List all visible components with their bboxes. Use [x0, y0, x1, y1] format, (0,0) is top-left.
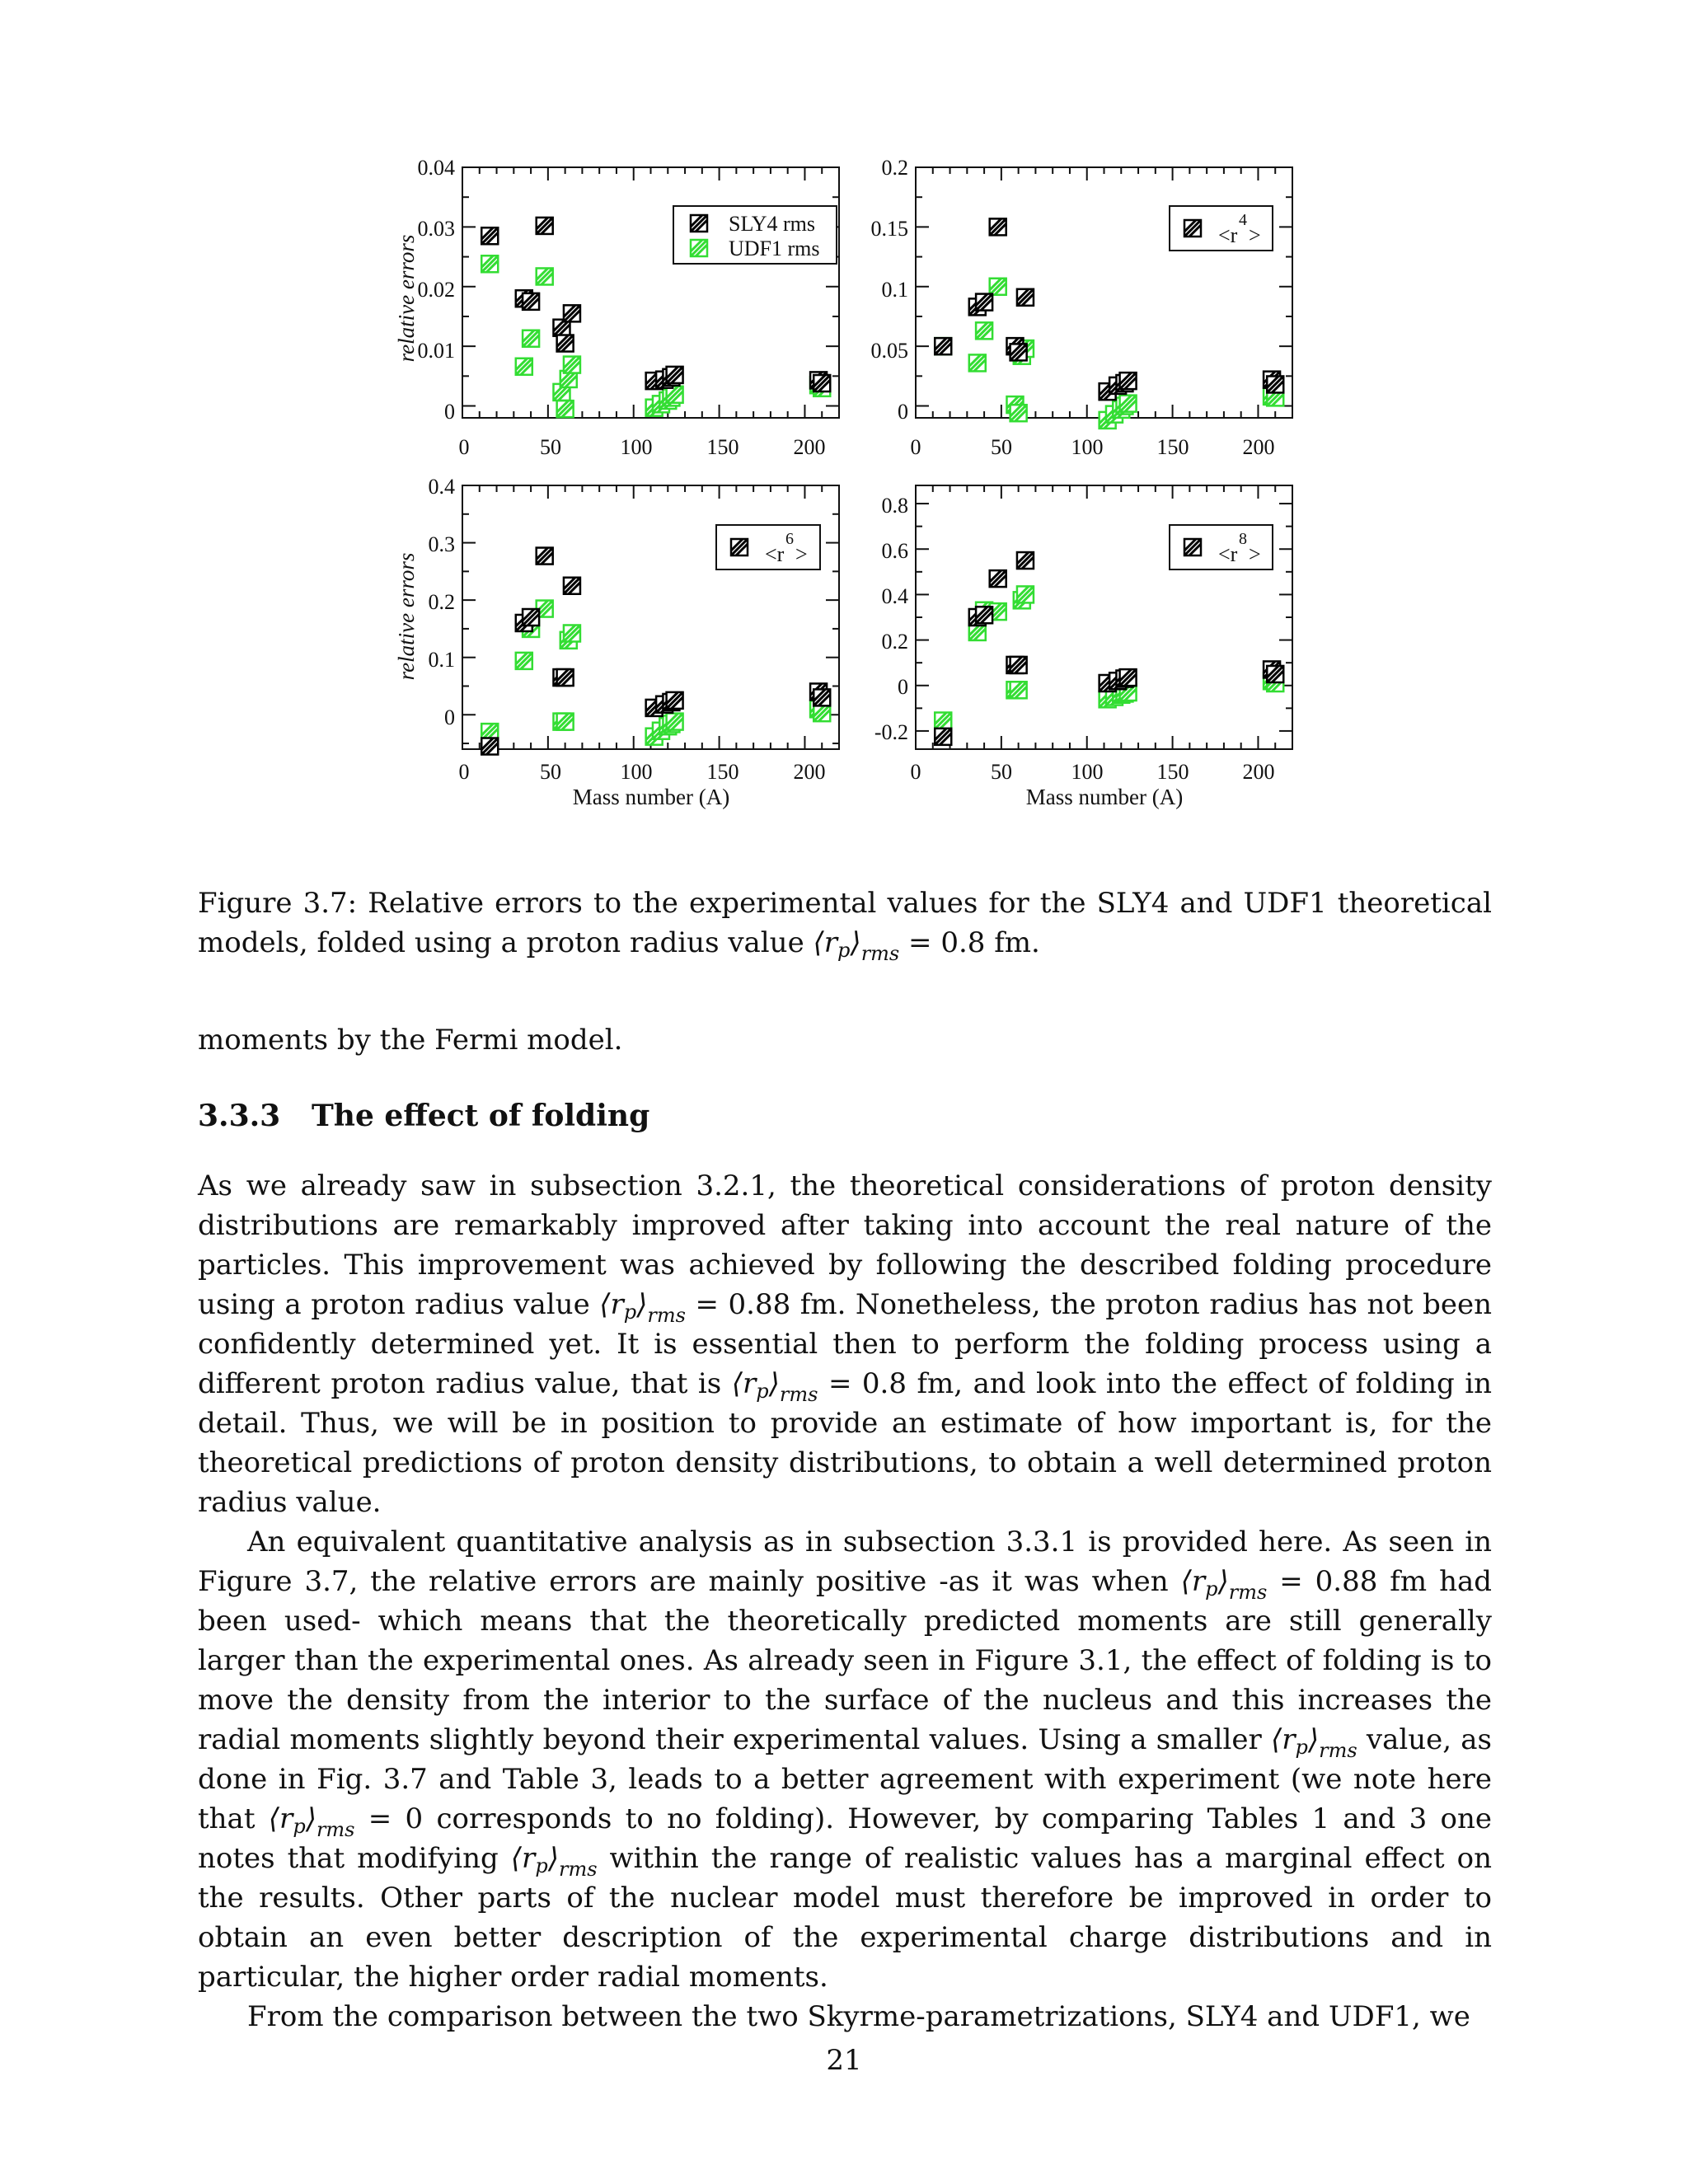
x-tick-label: 50 — [991, 760, 1012, 784]
caption-text: Relative errors to the experimental values for the SLY4 and UDF1 theoretical models, folded using a proton radius value — [198, 887, 1492, 959]
y-tick-label: 0.01 — [417, 339, 455, 363]
y-tick-label: 0.1 — [428, 648, 455, 672]
legend-label-sly4: SLY4 rms — [729, 212, 816, 236]
data-point-udf1 — [557, 714, 574, 730]
data-point-sly4 — [564, 578, 580, 594]
data-point-sly4 — [667, 692, 683, 709]
data-point-sly4 — [1120, 669, 1137, 686]
data-point-sly4 — [481, 738, 498, 755]
y-tick-label: 0.4 — [881, 584, 908, 608]
y-tick-label: 0.02 — [417, 278, 455, 302]
data-point-udf1 — [1120, 396, 1137, 412]
y-tick-label: 0.6 — [881, 539, 908, 563]
legend-close: > — [795, 542, 808, 566]
data-point-sly4 — [537, 218, 553, 234]
y-tick-label: 0.04 — [417, 156, 455, 180]
section-number: 3.3.3 — [198, 1099, 281, 1133]
data-point-sly4 — [990, 570, 1006, 587]
data-point-udf1 — [935, 713, 951, 729]
x-tick-label: 0 — [458, 760, 470, 784]
data-point-sly4 — [523, 293, 539, 310]
legend-superscript: 4 — [1239, 211, 1247, 229]
inline-math: $⟨r_p⟩_{rms}$ — [1271, 1723, 1357, 1762]
data-point-sly4 — [935, 338, 951, 354]
text-fragment: moments by the Fermi model. — [198, 1024, 623, 1057]
y-tick-label: 0 — [898, 675, 908, 699]
panel-r8 — [857, 474, 1319, 820]
legend-marker — [691, 240, 707, 256]
data-point-sly4 — [814, 375, 830, 391]
data-point-udf1 — [1017, 586, 1034, 602]
data-point-sly4 — [976, 607, 992, 623]
y-tick-label: 0.2 — [428, 590, 455, 614]
page-number: 21 — [826, 2044, 862, 2077]
x-tick-label: 150 — [706, 760, 739, 784]
caption-math — [813, 926, 900, 965]
legend — [716, 525, 820, 569]
data-point-sly4 — [990, 218, 1006, 235]
x-tick-label: 200 — [1242, 760, 1275, 784]
legend-close: > — [1249, 223, 1261, 247]
legend-close: > — [1249, 542, 1261, 566]
data-point-udf1 — [976, 322, 992, 339]
data-point-udf1 — [564, 357, 580, 373]
data-point-sly4 — [481, 227, 498, 244]
data-point-udf1 — [557, 401, 574, 417]
data-point-sly4 — [814, 689, 830, 705]
inline-math: $⟨r_p⟩_{rms}$ — [1180, 1565, 1268, 1604]
x-tick-label: 150 — [706, 435, 739, 459]
section-title: The effect of folding — [312, 1099, 650, 1133]
x-tick-label: 50 — [540, 435, 561, 459]
x-tick-label: 100 — [620, 435, 653, 459]
data-point-sly4 — [537, 548, 553, 565]
paragraph-text: = 0.88 fm had been used- which means that the theoretically predicted moments are still generally larger than the experimental ones. As already seen in Figure 3.1, the effect of folding is to move the density from the interior to the surface of the nucleus and this increases the radial moments slightly beyond their experimental values. Using a smaller — [198, 1565, 1492, 1756]
x-tick-label: 100 — [620, 760, 653, 784]
y-tick-label: 0.4 — [428, 475, 455, 499]
x-tick-label: 50 — [991, 435, 1012, 459]
x-tick-label: 100 — [1071, 760, 1104, 784]
y-tick-label: 0.2 — [881, 156, 908, 180]
y-tick-label: 0.15 — [870, 217, 908, 241]
paragraph — [198, 1997, 1492, 2036]
plot-frame — [916, 167, 1292, 418]
legend-label: <r — [765, 542, 785, 566]
data-point-udf1 — [537, 268, 553, 284]
data-point-sly4 — [1267, 666, 1283, 682]
paragraph-text: = 0 corresponds to no folding). However, by comparing Tables 1 and 3 one notes that modifying — [198, 1802, 1492, 1875]
x-tick-label: 150 — [1156, 760, 1189, 784]
data-point-sly4 — [557, 335, 574, 352]
paragraph — [198, 1166, 1492, 1522]
legend-marker-udf1 — [691, 240, 707, 256]
data-point-udf1 — [969, 354, 986, 371]
data-point-sly4 — [1017, 552, 1034, 569]
legend-marker — [691, 215, 707, 232]
paragraph — [198, 1522, 1492, 1997]
data-point-sly4 — [976, 294, 992, 311]
y-tick-label: 0.2 — [881, 630, 908, 654]
x-tick-label: 0 — [458, 435, 470, 459]
data-points — [481, 548, 830, 755]
inline-math: $⟨r_p⟩_{rms}$ — [731, 1367, 818, 1406]
math-close: ⟩ — [850, 926, 861, 959]
data-point-sly4 — [523, 609, 539, 626]
panel-r4 — [857, 157, 1319, 478]
data-point-udf1 — [990, 279, 1006, 295]
x-tick-label: 0 — [910, 435, 921, 459]
y-axis-title: relative errors — [394, 552, 419, 681]
y-tick-label: 0.03 — [417, 217, 455, 241]
legend-marker — [1184, 220, 1201, 237]
data-point-sly4 — [1010, 344, 1027, 360]
x-tick-label: 50 — [540, 760, 561, 784]
data-point-udf1 — [516, 653, 532, 669]
panel-rms — [387, 157, 865, 478]
paragraph-text: value, as done in Fig. 3.7 and Table 3, leads to a better agreement with experiment (we note here that — [198, 1723, 1493, 1835]
math-open: ⟨r — [813, 926, 838, 959]
math-sub-p: p — [837, 939, 851, 962]
math-sub-rms: rms — [860, 942, 900, 965]
legend-marker — [1184, 539, 1201, 555]
x-tick-label: 200 — [1242, 435, 1275, 459]
legend-label-udf1: UDF1 rms — [729, 237, 820, 260]
y-tick-label: 0.8 — [881, 494, 908, 518]
paragraph-text: = 0.88 fm. Nonetheless, the proton radius has not been confidently determined yet. It is essential then to perform the folding process using a different proton radius value, that is — [198, 1288, 1493, 1400]
data-point-udf1 — [523, 330, 539, 347]
data-point-sly4 — [1267, 376, 1283, 392]
y-tick-label: 0 — [444, 705, 455, 729]
data-point-sly4 — [557, 669, 574, 686]
x-axis-title: Mass number (A) — [1025, 785, 1184, 809]
legend-marker — [731, 539, 748, 555]
legend — [1170, 206, 1273, 251]
data-point-udf1 — [814, 705, 830, 721]
legend-marker-sly4 — [691, 215, 707, 232]
data-point-sly4 — [667, 367, 683, 383]
paragraph-text: From the comparison between the two Skyrme-parametrizations, SLY4 and UDF1, we — [247, 2000, 1470, 2033]
paragraph-text: As we already saw in subsection 3.2.1, the theoretical considerations of proton density distributions are remarkably improved after taking into account the real nature of the particles. This improvement was achieved by following the described folding procedure using a proton radius value — [198, 1169, 1492, 1321]
x-axis-title: Mass number (A) — [572, 785, 730, 809]
data-points — [935, 552, 1283, 745]
data-point-udf1 — [1010, 682, 1027, 698]
data-point-sly4 — [1017, 289, 1034, 306]
x-tick-label: 200 — [793, 760, 826, 784]
legend-superscript: 6 — [785, 530, 794, 548]
y-tick-label: 0.3 — [428, 532, 455, 556]
panel-r6 — [387, 474, 865, 820]
legend-label: <r — [1218, 223, 1238, 247]
y-tick-label: 0.05 — [870, 339, 908, 363]
data-point-udf1 — [481, 255, 498, 272]
legend — [673, 206, 837, 264]
data-point-sly4 — [1010, 657, 1027, 673]
y-tick-label: -0.2 — [874, 720, 908, 744]
y-axis-title: relative errors — [394, 234, 419, 363]
y-tick-label: 0 — [898, 400, 908, 424]
x-tick-label: 100 — [1071, 435, 1104, 459]
data-point-sly4 — [1120, 373, 1137, 389]
x-tick-label: 0 — [910, 760, 921, 784]
legend-marker-sly4 — [1184, 220, 1201, 237]
data-point-sly4 — [935, 729, 951, 745]
inline-math: $⟨r_p⟩_{rms}$ — [510, 1842, 598, 1881]
figure-caption — [198, 883, 1492, 963]
x-tick-label: 150 — [1156, 435, 1189, 459]
legend-superscript: 8 — [1239, 530, 1247, 548]
paragraph-text: = 0.8 fm, and look into the effect of folding in detail. Thus, we will be in position to provide an estimate of how important is, for the theoretical predictions of proton density distributions, to obtain a well determined proton radius value. — [198, 1367, 1493, 1519]
legend — [1170, 525, 1273, 569]
data-point-udf1 — [1010, 405, 1027, 421]
body-text — [198, 1166, 1492, 2036]
paragraph-text: An equivalent quantitative analysis as in subsection 3.3.1 is provided here. As seen in Figure 3.7, the relative errors are mainly positive -as it was when — [198, 1526, 1492, 1598]
section-heading — [198, 1099, 649, 1133]
data-point-udf1 — [667, 714, 683, 730]
caption-label: Figure 3.7: — [198, 887, 358, 920]
legend-marker-sly4 — [731, 539, 748, 555]
y-tick-label: 0.1 — [881, 278, 908, 302]
data-point-udf1 — [564, 625, 580, 641]
x-tick-label: 200 — [793, 435, 826, 459]
data-point-sly4 — [564, 305, 580, 321]
y-tick-label: 0 — [444, 400, 455, 424]
paragraph-text: within the range of realistic values has a marginal effect on the results. Other parts of the nuclear model must therefore be improved in order to obtain an even better description of the experimental charge distributions and in particular, the higher order radial moments. — [198, 1842, 1492, 1994]
caption-text-end: = 0.8 fm. — [908, 926, 1040, 959]
inline-math: $⟨r_p⟩_{rms}$ — [599, 1288, 686, 1327]
legend-marker-sly4 — [1184, 539, 1201, 555]
legend-label: <r — [1218, 542, 1238, 566]
data-point-udf1 — [516, 359, 532, 375]
inline-math: $⟨r_p⟩_{rms}$ — [268, 1802, 355, 1841]
